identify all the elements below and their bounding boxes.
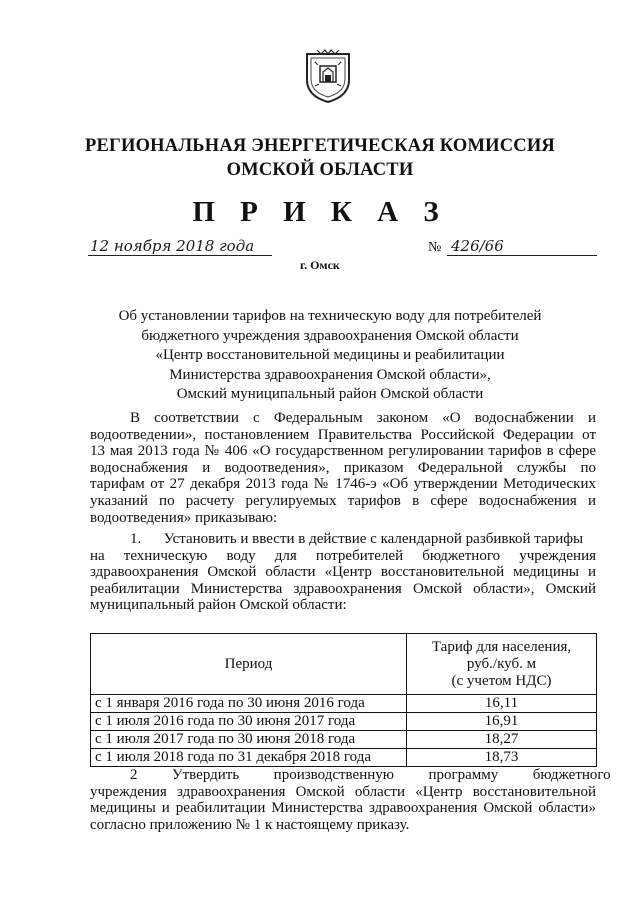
coat-of-arms-emblem [303, 48, 353, 104]
text-line: водоотведения» приказываю: [90, 509, 278, 526]
text-line: на техническую воду для потребителей бюджетного учреждения [90, 547, 596, 564]
tariff-header-line: руб./куб. м [466, 655, 537, 672]
period-cell: с 1 июля 2016 года по 30 июня 2017 года [91, 713, 407, 731]
title-line: Об установлении тарифов на техническую воду для потребителей [118, 308, 542, 324]
title-line: «Центр восстановительной медицины и реабилитации [155, 347, 505, 363]
text-line: водоотведении», постановлением Правительства Российской Федерации от [90, 426, 596, 443]
table-row [91, 749, 597, 767]
tariff-header-line: Тариф для населения, [431, 638, 572, 655]
item-1-paragraph [90, 531, 596, 614]
tariff-header-line: (с учетом НДС) [451, 672, 552, 689]
text-line: реабилитации Министерства здравоохранения Омской области», Омский [90, 580, 596, 597]
title-line: Министерства здравоохранения Омской области», [169, 366, 491, 383]
text-line: здравоохранения Омской области «Центр восстановительной медицины и [90, 564, 596, 581]
tariff-value-cell: 18,73 [407, 749, 597, 767]
column-header-tariff [407, 634, 597, 695]
org-name-line1: РЕГИОНАЛЬНАЯ ЭНЕРГЕТИЧЕСКАЯ КОМИССИЯ [84, 136, 555, 156]
text-line: 13 мая 2013 года № 406 «О государственном регулировании тарифов в сфере [90, 443, 596, 460]
tariff-value-cell: 16,91 [407, 713, 597, 731]
text-line: медицины и реабилитации Министерства здравоохранения Омской области» [90, 800, 596, 817]
column-header-period: Период [91, 634, 407, 695]
tariff-table [90, 633, 597, 767]
text-line: согласно приложению № 1 к настоящему приказу. [90, 816, 410, 833]
item-2-paragraph [90, 767, 611, 833]
tariff-value-cell: 16,11 [407, 695, 597, 713]
text-line: водоснабжения и водоотведения», приказом Федеральной службы по [90, 459, 596, 476]
table-row [91, 713, 597, 731]
document-type-heading: П Р И К А З [192, 196, 448, 228]
table-header-row [91, 634, 597, 695]
period-cell: с 1 января 2016 года по 30 июня 2016 года [91, 695, 407, 713]
title-line: Омский муниципальный район Омской области [176, 386, 484, 402]
org-name-line2: ОМСКОЙ ОБЛАСТИ [226, 160, 414, 180]
text-line: учреждения здравоохранения Омской области «Центр восстановительной [90, 783, 596, 800]
text-line: тарифам от 27 декабря 2013 года № 1746-э «Об утверждении Методических [90, 476, 596, 493]
table-row [91, 695, 597, 713]
order-title [60, 307, 600, 405]
period-cell: с 1 июля 2018 года по 31 декабря 2018 года [91, 749, 407, 767]
tariff-value-cell: 18,27 [407, 731, 597, 749]
preamble-paragraph [90, 410, 596, 526]
text-line: В соответствии с Федеральным законом «О водоснабжении и [130, 410, 596, 426]
handwritten-date: 12 ноября 2018 года [88, 237, 272, 256]
text-line: муниципальный район Омской области: [90, 597, 347, 614]
title-line: бюджетного учреждения здравоохранения Омской области [141, 327, 519, 344]
number-label: № [428, 240, 442, 255]
table-row [91, 731, 597, 749]
text-line: указаний по расчету регулируемых тарифов в сфере водоснабжения и [90, 492, 596, 509]
city-label: г. Омск [300, 258, 340, 272]
period-cell: с 1 июля 2017 года по 30 июня 2018 года [91, 731, 407, 749]
handwritten-order-number: 426/66 [447, 237, 597, 256]
text-line: 1. Установить и ввести в действие с календарной разбивкой тарифы [130, 531, 584, 547]
text-line: 2 Утвердить производственную программу бюджетного [130, 767, 611, 783]
